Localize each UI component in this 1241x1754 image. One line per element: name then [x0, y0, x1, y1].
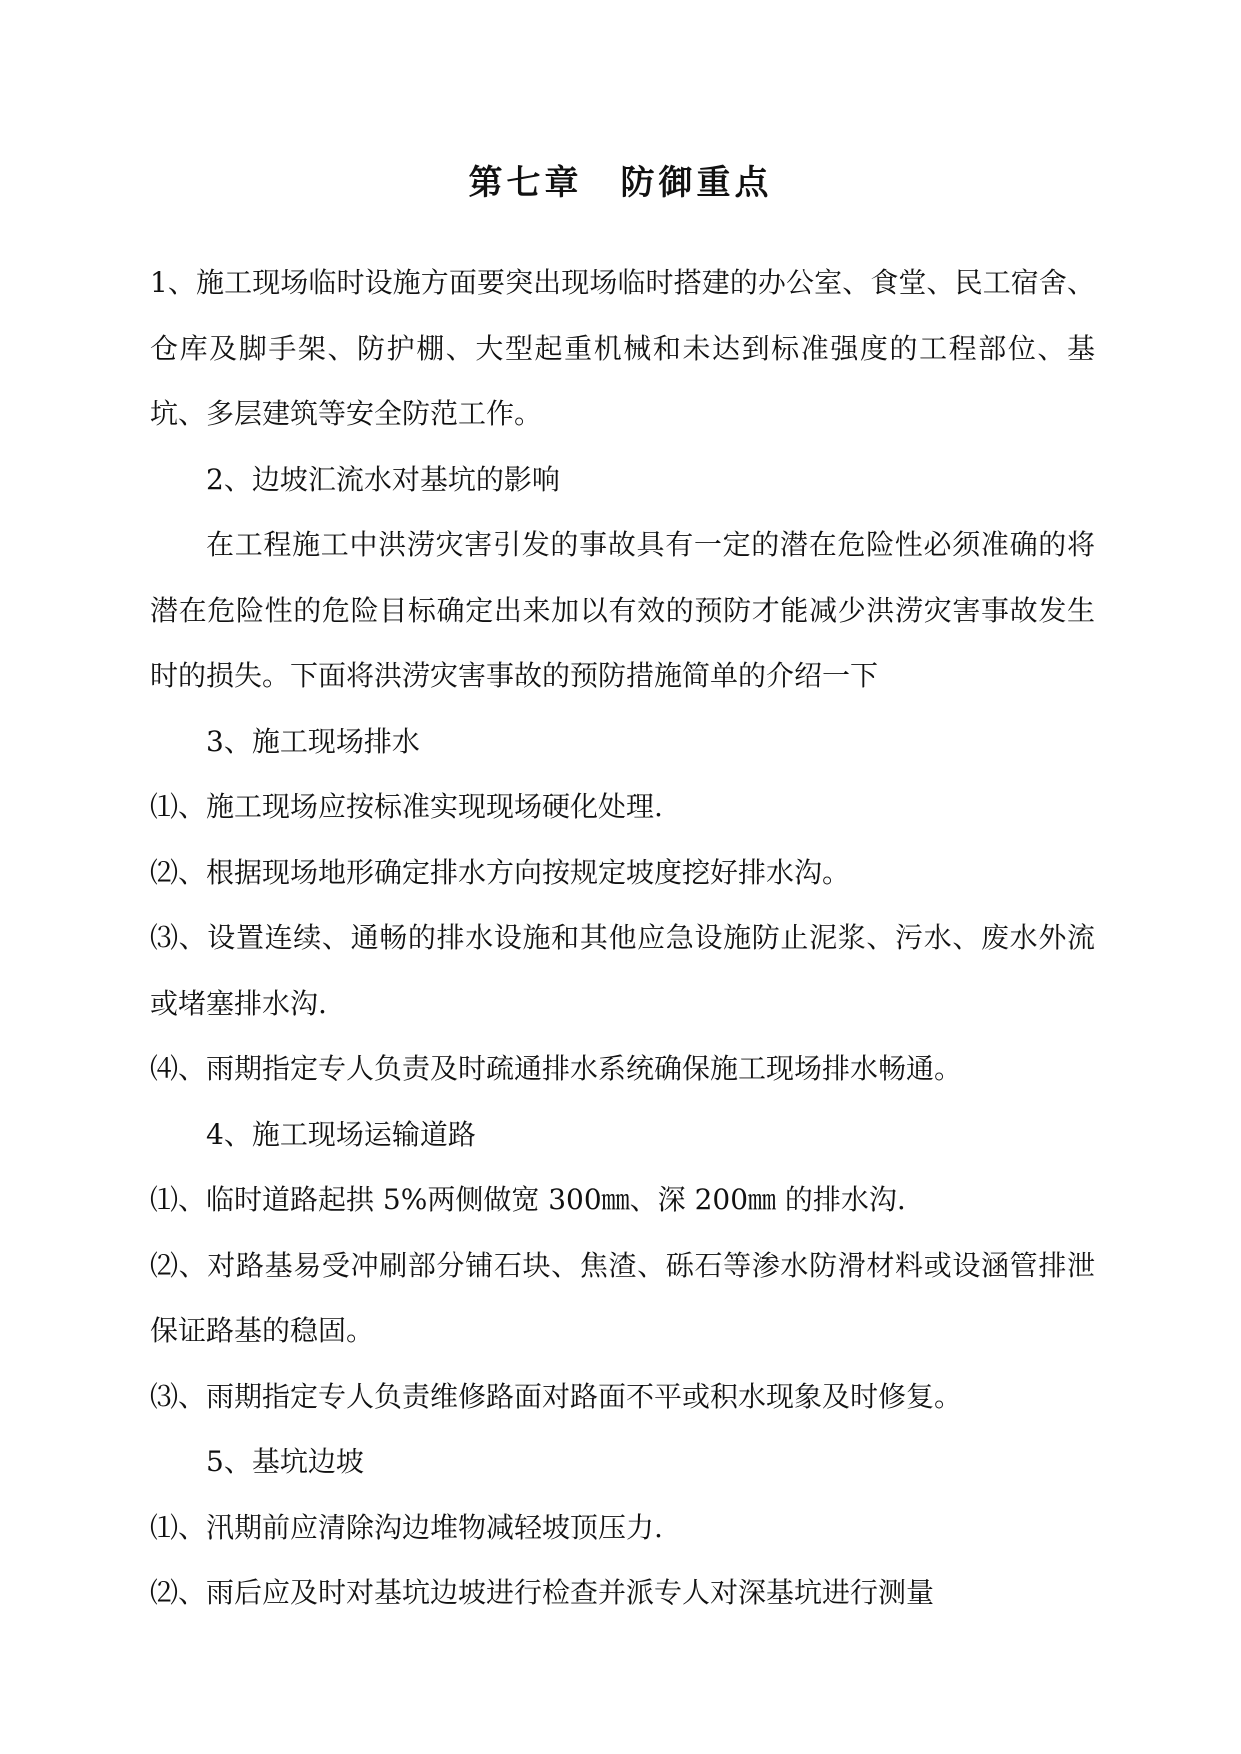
list-item-pit-1: ⑴、汛期前应清除沟边堆物减轻坡顶压力. [150, 1510, 663, 1544]
chapter-title: 第七章 防御重点 [468, 163, 773, 203]
list-item-roads-3: ⑶、雨期指定专人负责维修路面对路面不平或积水现象及时修复。 [150, 1379, 963, 1413]
heading-pit-slope: 5、基坑边坡 [206, 1445, 364, 1478]
list-item-drainage-1: ⑴、施工现场应按标准实现现场硬化处理. [150, 790, 663, 823]
paragraph-temporary-facilities: 1、施工现场临时设施方面要突出现场临时搭建的办公室、食堂、民工宿舍、仓库及脚手架、防护棚、大型起重机械和未达到标准强度的工程部位、基坑、多层建筑等安全防范工作。 [150, 266, 1095, 430]
heading-slope-runoff: 2、边坡汇流水对基坑的影响 [206, 462, 560, 496]
list-item-pit-2: ⑵、雨后应及时对基坑边坡进行检查并派专人对深基坑进行测量 [150, 1576, 935, 1609]
heading-transport-roads: 4、施工现场运输道路 [206, 1117, 476, 1151]
list-item-drainage-2: ⑵、根据现场地形确定排水方向按规定坡度挖好排水沟。 [150, 855, 851, 889]
chapter-body [150, 250, 1095, 1626]
list-item-roads-1: ⑴、临时道路起拱 5%两侧做宽 300㎜、深 200㎜ 的排水沟. [150, 1183, 906, 1216]
list-item-roads-2: ⑵、对路基易受冲刷部分铺石块、焦渣、砾石等渗水防滑材料或设涵管排泄保证路基的稳固。 [150, 1248, 1095, 1347]
paragraph-flood-hazard: 在工程施工中洪涝灾害引发的事故具有一定的潜在危险性必须准确的将潜在危险性的危险目标确定出来加以有效的预防才能减少洪涝灾害事故发生时的损失。下面将洪涝灾害事故的预防措施简单的介绍一下 [150, 528, 1095, 692]
list-item-drainage-4: ⑷、雨期指定专人负责及时疏通排水系统确保施工现场排水畅通。 [150, 1052, 963, 1085]
heading-site-drainage: 3、施工现场排水 [206, 724, 420, 758]
list-item-drainage-3: ⑶、设置连续、通畅的排水设施和其他应急设施防止泥浆、污水、废水外流或堵塞排水沟. [150, 921, 1095, 1020]
